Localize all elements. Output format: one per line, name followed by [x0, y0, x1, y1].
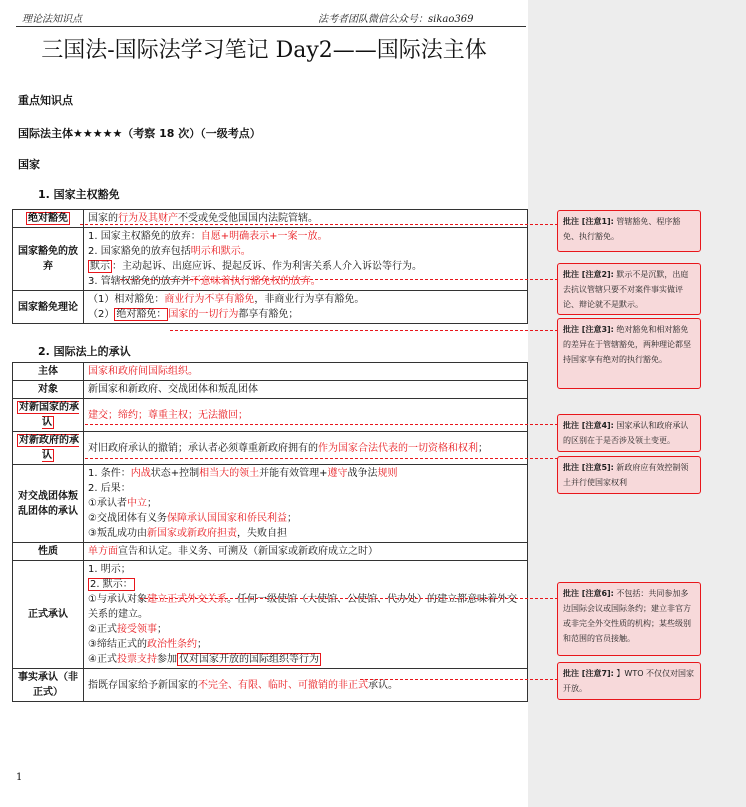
heading-country: 国家	[18, 158, 40, 171]
comment-7[interactable]: 批注 [注意7]: 】WTO 不仅仅对国家开放。	[557, 662, 701, 700]
comment-connector	[80, 224, 558, 225]
row-value: 1. 条件：内战状态+控制相当大的领土并能有效管理+遵守战争法规则 2. 后果： ①承认者中立； ②交战团体有义务保障承认国国家和侨民利益； ③叛乱成功由新国家或新政府担责，失败自担	[84, 465, 528, 543]
row-value: 建交；缔约；尊重主权；无法撤回；	[84, 399, 528, 432]
row-value: 1. 国家主权豁免的放弃：自愿+明确表示+一案一放。 2. 国家豁免的放弃包括明示和默示。 默示 ：主动起诉、出庭应诉、提起反诉、作为利害关系人介入诉讼等行为。 3. 管辖权豁免的放弃并不意味着执行豁免权的放弃。	[84, 228, 528, 291]
comment-anchor[interactable]: 绝对豁免	[28, 213, 68, 224]
comment-anchor[interactable]: 默示	[90, 261, 110, 272]
comment-connector	[170, 330, 558, 331]
row-value: 对旧政府承认的撤销；承认者必须尊重新政府拥有的作为国家合法代表的一切资格和权利；	[84, 432, 528, 465]
comment-connector	[85, 424, 558, 425]
row-value: （1）相对豁免：商业行为不享有豁免，非商业行为享有豁免。 （2） 绝对豁免： 国家的一切行为都享有豁免；	[84, 291, 528, 324]
recognition-table	[12, 362, 528, 702]
table-row	[13, 669, 528, 702]
table-row	[13, 381, 528, 399]
table-row	[13, 228, 528, 291]
row-key	[13, 432, 84, 465]
table-row	[13, 399, 528, 432]
immunity-table	[12, 209, 528, 324]
comment-anchor[interactable]: 对新政府的承认	[19, 435, 79, 461]
row-key: 正式承认	[13, 561, 84, 669]
row-key	[13, 210, 84, 228]
comment-anchor[interactable]: 2. 默示：	[90, 579, 133, 590]
comment-anchor[interactable]: 绝对豁免：	[116, 309, 167, 320]
row-value: 指既存国家给予新国家的不完全、有限、临时、可撤销的非正式承认。	[84, 669, 528, 702]
comment-5[interactable]: 批注 [注意5]: 新政府应有效控制领土并行使国家权利	[557, 456, 701, 494]
comment-connector	[140, 598, 558, 599]
comment-2[interactable]: 批注 [注意2]: 默示不是沉默，出庭去抗议管辖只要不对案件事实做评论、辩论就不是默示。	[557, 263, 701, 315]
row-key: 性质	[13, 543, 84, 561]
row-key: 国家豁免理论	[13, 291, 84, 324]
table-row	[13, 432, 528, 465]
table-row	[13, 465, 528, 543]
table-row	[13, 363, 528, 381]
comment-connector	[120, 279, 558, 280]
row-value: 新国家和新政府、交战团体和叛乱团体	[84, 381, 528, 399]
row-key: 主体	[13, 363, 84, 381]
row-value: 单方面宣告和认定。非义务、可溯及（新国家或新政府成立之时）	[84, 543, 528, 561]
page-number: 1	[16, 772, 23, 783]
row-key: 对象	[13, 381, 84, 399]
row-value: 国家的行为及其财产不受或免受他国国内法院管辖。	[84, 210, 528, 228]
header-left: 理论法知识点	[22, 14, 82, 25]
comment-connector	[360, 679, 558, 680]
header-rule	[16, 26, 526, 27]
row-value: 国家和政府间国际组织。	[84, 363, 528, 381]
row-value: 1. 明示； 2. 默示： ①与承认对象建立正式外交关系。任何一级使馆（大使馆、公使馆、代办处）的建立都意味着外交关系的建立。 ②正式接受领事； ③缔结正式的政治性条约； ④正式投票支持参加 仅对国家开放的国际组织等行为	[84, 561, 528, 669]
comment-connector	[85, 458, 558, 459]
heading-section-1: 1. 国家主权豁免	[38, 188, 120, 201]
table-row	[13, 561, 528, 669]
heading-key-points: 重点知识点	[18, 94, 73, 107]
comment-anchor[interactable]: 对新国家的承认	[19, 402, 79, 428]
document-title: 三国法-国际法学习笔记 Day2——国际法主体	[41, 38, 487, 63]
comment-1[interactable]: 批注 [注意1]: 管辖豁免、程序豁免、执行豁免。	[557, 210, 701, 252]
row-key	[13, 399, 84, 432]
comment-3[interactable]: 批注 [注意3]: 绝对豁免和相对豁免的差异在于管辖豁免，两种理论都坚持国家享有绝对的执行豁免。	[557, 318, 701, 389]
table-row	[13, 543, 528, 561]
header-right: 法考者团队微信公众号：sikao369	[318, 14, 474, 25]
row-key: 对交战团体叛乱团体的承认	[13, 465, 84, 543]
row-key: 国家豁免的放弃	[13, 228, 84, 291]
comment-6[interactable]: 批注 [注意6]: 不包括：共同参加多边国际会议或国际条约；建立非官方或非完全外交性质的机构；某些级别和范围的官员接触。	[557, 582, 701, 656]
heading-section-2: 2. 国际法上的承认	[38, 345, 131, 358]
comment-4[interactable]: 批注 [注意4]: 国家承认和政府承认的区别在于是否涉及领土变更。	[557, 414, 701, 452]
heading-subject: 国际法主体★★★★★（考察 18 次）（一级考点）	[18, 127, 261, 140]
comment-anchor[interactable]: 仅对国家开放的国际组织等行为	[178, 654, 319, 665]
row-key: 事实承认（非正式）	[13, 669, 84, 702]
table-row	[13, 291, 528, 324]
